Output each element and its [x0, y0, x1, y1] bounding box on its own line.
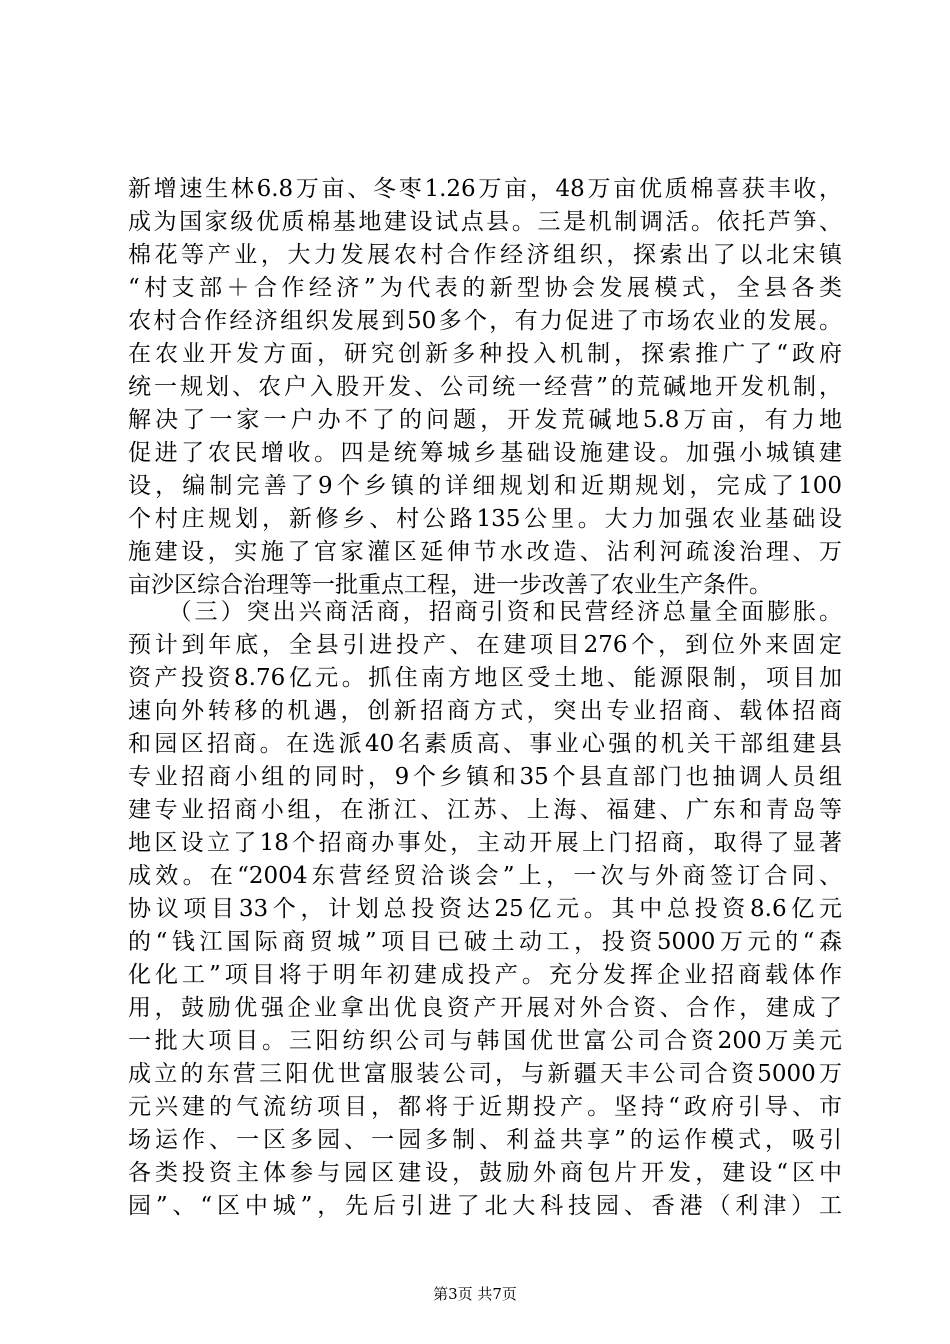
body-paragraph	[128, 596, 842, 1223]
text-line: 园”、“区中城”，先后引进了北大科技园、香港（利津）工	[128, 1193, 842, 1219]
text-line: 新增速生林6.8万亩、冬枣1.26万亩，48万亩优质棉喜获丰收，	[128, 176, 842, 202]
text-line: 协议项目33个，计划总投资达25亿元。其中总投资8.6亿元	[128, 896, 842, 922]
text-line: 预计到年底，全县引进投产、在建项目276个，到位外来固定	[128, 632, 842, 658]
text-line: 施建设，实施了官家灌区延伸节水改造、沾利河疏浚治理、万	[128, 539, 842, 565]
text-line: 成为国家级优质棉基地建设试点县。三是机制调活。依托芦笋、	[128, 209, 842, 235]
text-line: 速向外转移的机遇，创新招商方式，突出专业招商、载体招商	[128, 698, 842, 724]
text-line: 在农业开发方面，研究创新多种投入机制，探索推广了“政府	[128, 341, 842, 367]
text-line: 成立的东营三阳优世富服装公司，与新疆天丰公司合资5000万	[128, 1061, 842, 1087]
text-line: 促进了农民增收。四是统筹城乡基础设施建设。加强小城镇建	[128, 440, 842, 466]
text-line: 元兴建的气流纺项目，都将于近期投产。坚持“政府引导、市	[128, 1094, 842, 1120]
text-line: （三）突出兴商活商，招商引资和民营经济总量全面膨胀。	[128, 599, 842, 625]
text-line: 亩沙区综合治理等一批重点工程，进一步改善了农业生产条件。	[128, 572, 772, 598]
body-paragraph	[128, 173, 842, 602]
text-line: 专业招商小组的同时，9个乡镇和35个县直部门也抽调人员组	[128, 764, 842, 790]
text-line: 建专业招商小组，在浙江、江苏、上海、福建、广东和青岛等	[128, 797, 842, 823]
text-line: 场运作、一区多园、一园多制、利益共享”的运作模式，吸引	[128, 1127, 842, 1153]
text-line: 棉花等产业，大力发展农村合作经济组织，探索出了以北宋镇	[128, 242, 842, 268]
text-line: “村支部＋合作经济”为代表的新型协会发展模式，全县各类	[128, 275, 842, 301]
text-line: 一批大项目。三阳纺织公司与韩国优世富公司合资200万美元	[128, 1028, 842, 1054]
text-line: 各类投资主体参与园区建设，鼓励外商包片开发，建设“区中	[128, 1160, 842, 1186]
text-line: 设，编制完善了9个乡镇的详细规划和近期规划，完成了100	[128, 473, 842, 499]
text-line: 资产投资8.76亿元。抓住南方地区受土地、能源限制，项目加	[128, 665, 842, 691]
page-number-footer: 第3页 共7页	[433, 1285, 517, 1303]
text-line: 解决了一家一户办不了的问题，开发荒碱地5.8万亩，有力地	[128, 407, 842, 433]
text-line: 地区设立了18个招商办事处，主动开展上门招商，取得了显著	[128, 830, 842, 856]
text-line: 个村庄规划，新修乡、村公路135公里。大力加强农业基础设	[128, 506, 842, 532]
text-line: 成效。在“2004东营经贸洽谈会”上，一次与外商签订合同、	[128, 863, 842, 889]
text-line: 农村合作经济组织发展到50多个，有力促进了市场农业的发展。	[128, 308, 842, 334]
text-line: 统一规划、农户入股开发、公司统一经营”的荒碱地开发机制，	[128, 374, 842, 400]
text-line: 的“钱江国际商贸城”项目已破土动工，投资5000万元的“森	[128, 929, 842, 955]
text-line: 用，鼓励优强企业拿出优良资产开展对外合资、合作，建成了	[128, 995, 842, 1021]
text-line: 化化工”项目将于明年初建成投产。充分发挥企业招商载体作	[128, 962, 842, 988]
text-line: 和园区招商。在选派40名素质高、事业心强的机关干部组建县	[128, 731, 842, 757]
